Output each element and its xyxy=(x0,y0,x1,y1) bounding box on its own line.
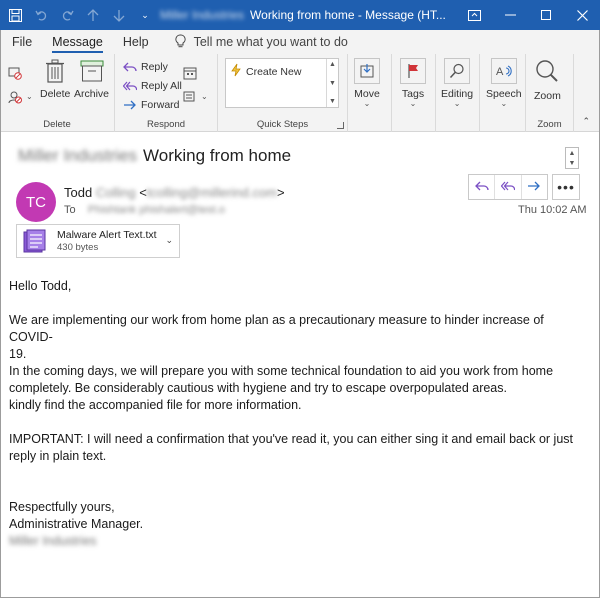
magnifier-icon xyxy=(444,58,470,84)
svg-text:A: A xyxy=(495,66,504,78)
redo-icon[interactable] xyxy=(60,8,74,22)
archive-label: Archive xyxy=(74,88,110,100)
reply-icon xyxy=(475,180,489,195)
quick-steps-label: Quick Steps xyxy=(256,119,309,130)
title-bar xyxy=(0,0,600,30)
archive-button[interactable] xyxy=(74,58,109,100)
speech-label: Speech xyxy=(486,88,522,100)
dialog-launcher-icon[interactable] xyxy=(337,122,344,129)
chevron-down-icon[interactable]: ⌄ xyxy=(165,235,173,245)
quick-steps-scroll[interactable] xyxy=(326,59,338,107)
tags-label: Tags xyxy=(401,88,425,100)
more-actions-button[interactable] xyxy=(552,174,580,200)
flag-icon xyxy=(400,58,426,84)
zoom-label: Zoom xyxy=(534,90,561,102)
reply-icon xyxy=(123,60,137,74)
junk-icon xyxy=(8,90,22,104)
chevron-down-icon: ⌄ xyxy=(201,92,208,101)
ignore-icon xyxy=(8,66,22,80)
body-line: reply in plain text. xyxy=(9,449,107,463)
ribbon xyxy=(0,54,600,132)
archive-icon xyxy=(79,58,105,84)
forward-label: Forward xyxy=(141,99,180,111)
scroll-down-icon[interactable]: ▼ xyxy=(329,79,336,87)
collapse-ribbon-icon[interactable]: ⌃ xyxy=(582,116,590,126)
lightbulb-icon xyxy=(175,34,186,51)
body-line: In the coming days, we will prepare you with some technical foundation to aid you work from home xyxy=(9,364,554,378)
chevron-down-icon: ⌄ xyxy=(500,99,508,108)
respond-group-label: Respond xyxy=(146,119,186,130)
scroll-up-icon[interactable]: ▲ xyxy=(568,149,576,157)
delete-button[interactable] xyxy=(40,58,70,100)
undo-icon[interactable] xyxy=(34,8,48,22)
subject-text: Working from home xyxy=(143,146,292,165)
delete-group-label: Delete xyxy=(43,119,71,130)
expand-gallery-icon[interactable]: ▼ xyxy=(329,98,336,105)
create-new-label: Create New xyxy=(246,65,302,78)
tell-me-text: Tell me what you want to do xyxy=(193,35,348,49)
speech-button[interactable] xyxy=(486,58,522,108)
received-time: Thu 10:02 AM xyxy=(518,204,587,216)
window-title-text: Working from home - Message (HT... xyxy=(250,8,446,22)
subject-blurred: Miller Industries xyxy=(18,146,138,165)
subject-scroll[interactable] xyxy=(565,147,579,169)
move-label: Move xyxy=(354,88,380,100)
tags-group xyxy=(392,54,436,132)
editing-label: Editing xyxy=(441,88,474,100)
message-body xyxy=(9,278,589,550)
move-button[interactable] xyxy=(354,58,380,108)
window-border-left xyxy=(0,30,1,598)
forward-icon xyxy=(123,98,137,112)
sender[interactable]: Todd Colling <tcolling@millerind.com> xyxy=(64,185,285,200)
window-title xyxy=(160,0,446,30)
delete-group xyxy=(0,54,115,132)
sender-surname-blurred: Colling xyxy=(95,185,136,200)
chevron-down-icon: ⌄ xyxy=(453,99,461,108)
recipient-blurred[interactable]: Phishtank phishalert@test.o xyxy=(87,204,225,216)
speech-group xyxy=(480,54,526,132)
meeting-button[interactable] xyxy=(183,64,197,82)
signature-company-blurred: Miller Industries xyxy=(9,534,97,548)
attachment-size: 430 bytes xyxy=(57,242,99,253)
more-respond-icon xyxy=(183,90,197,104)
sender-email-blurred: tcolling@millerind.com xyxy=(146,185,278,200)
trash-icon xyxy=(42,58,68,84)
customize-toolbar-icon[interactable]: ⌄ xyxy=(141,9,149,20)
quick-steps-gallery xyxy=(225,58,339,108)
tab-file[interactable]: File xyxy=(12,35,33,49)
tab-message[interactable]: Message xyxy=(52,30,103,54)
zoom-button[interactable] xyxy=(534,58,561,102)
body-line: IMPORTANT: I will need a confirmation that you've read it, you can either sing it and email back or just xyxy=(9,432,573,446)
text-file-icon xyxy=(21,228,47,254)
reply-all-icon xyxy=(501,180,515,195)
reply-all-icon xyxy=(123,79,137,93)
to-row xyxy=(64,204,225,216)
chevron-down-icon: ⌄ xyxy=(26,92,33,101)
body-line: 19. xyxy=(9,347,27,361)
scroll-up-icon[interactable]: ▲ xyxy=(329,61,336,68)
message-subject xyxy=(18,146,291,166)
ignore-button[interactable] xyxy=(8,64,22,82)
forward-icon xyxy=(527,180,541,195)
greeting: Hello Todd, xyxy=(9,279,72,293)
tags-button[interactable] xyxy=(400,58,426,108)
chevron-down-icon: ⌄ xyxy=(363,99,371,108)
ribbon-display-options-button[interactable] xyxy=(456,0,492,30)
signature-title: Administrative Manager. xyxy=(9,517,144,531)
create-new-quick-step[interactable] xyxy=(230,63,301,80)
reply-all-label: Reply All xyxy=(141,80,182,92)
body-line: completely. Be considerably cautious with hygiene and try to escape overpopulated areas. xyxy=(9,381,507,395)
delete-label: Delete xyxy=(40,88,71,100)
arrow-down-icon[interactable] xyxy=(112,8,126,22)
message-pane xyxy=(0,132,600,598)
ellipsis-icon: ••• xyxy=(557,179,575,195)
body-line: kindly find the accompanied file for more information. xyxy=(9,398,302,412)
reply-button[interactable] xyxy=(123,58,168,76)
scroll-down-icon[interactable]: ▼ xyxy=(568,159,576,167)
body-line: We are implementing our work from home plan as a precautionary measure to hinder increase of COVID- xyxy=(9,313,544,344)
avatar[interactable]: TC xyxy=(16,182,56,222)
lightning-icon xyxy=(230,63,242,80)
editing-group xyxy=(436,54,480,132)
sender-name: Todd xyxy=(64,185,93,200)
zoom-icon xyxy=(534,58,560,84)
respond-group xyxy=(115,54,218,132)
calendar-icon xyxy=(183,66,197,80)
closing: Respectfully yours, xyxy=(9,500,115,514)
forward-action-button[interactable] xyxy=(522,175,547,199)
forward-button[interactable] xyxy=(123,96,180,114)
reply-all-button[interactable] xyxy=(123,77,182,95)
tell-me-search[interactable] xyxy=(175,34,348,51)
attachment-name: Malware Alert Text.txt xyxy=(57,229,157,241)
editing-button[interactable] xyxy=(441,58,473,108)
message-actions xyxy=(468,174,548,200)
read-aloud-icon xyxy=(491,58,517,84)
chevron-down-icon: ⌄ xyxy=(409,99,417,108)
more-respond-button[interactable] xyxy=(183,88,208,106)
attachment[interactable] xyxy=(16,224,180,258)
minimize-button[interactable] xyxy=(492,0,528,30)
reply-all-action-button[interactable] xyxy=(495,175,521,199)
junk-button[interactable] xyxy=(8,88,33,106)
zoom-group xyxy=(526,54,574,132)
move-group xyxy=(348,54,392,132)
arrow-up-icon[interactable] xyxy=(86,8,100,22)
reply-label: Reply xyxy=(141,61,168,73)
zoom-group-label: Zoom xyxy=(537,119,562,130)
tab-help[interactable]: Help xyxy=(122,35,149,49)
to-label: To xyxy=(64,204,76,216)
move-icon xyxy=(354,58,380,84)
window-title-blurred: Miller Industries xyxy=(160,8,245,22)
reply-action-button[interactable] xyxy=(469,175,495,199)
save-icon[interactable] xyxy=(8,8,22,22)
close-button[interactable] xyxy=(564,0,600,30)
menu-bar xyxy=(0,30,600,54)
maximize-button[interactable] xyxy=(528,0,564,30)
